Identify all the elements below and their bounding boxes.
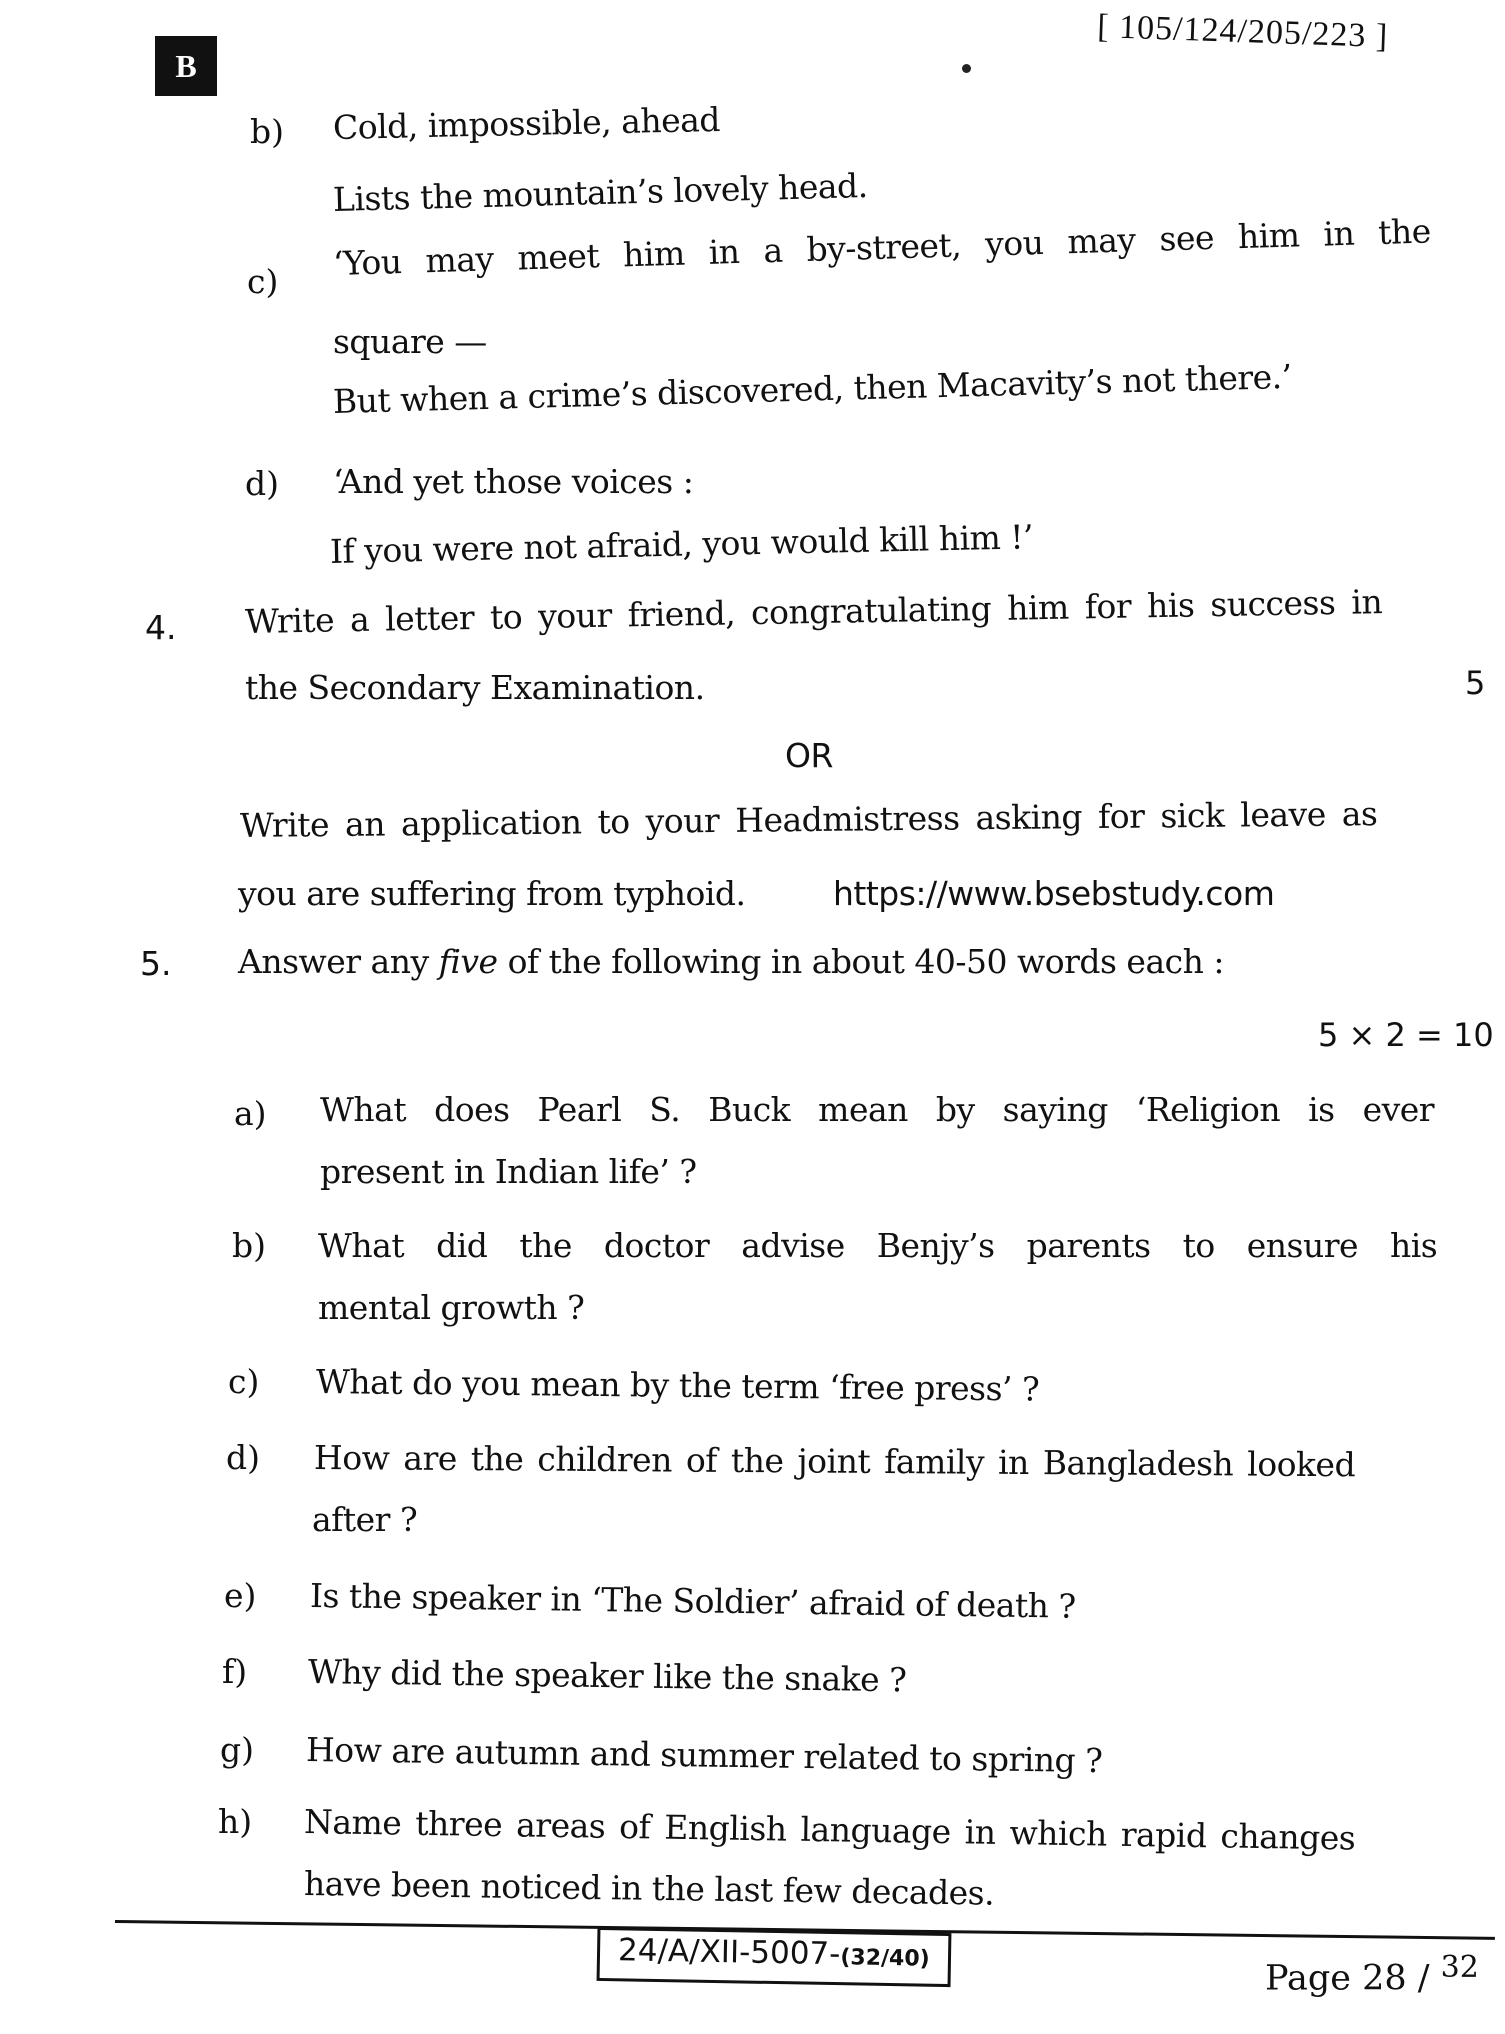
footer-code-main: 24/A/XII-5007- <box>617 1932 841 1973</box>
footer-code-small: (32/40) <box>840 1945 930 1972</box>
q4-number: 4. <box>145 608 177 647</box>
q3-item-d-line1: ‘And yet those voices : <box>333 462 694 501</box>
q5-instruction-pre: Answer any <box>238 942 439 981</box>
page-number <box>1265 1950 1479 1999</box>
q5-item-a-label: a) <box>234 1094 267 1133</box>
q5-item-b-line1: What did the doctor advise Benjy’s parents to ensure his <box>318 1226 1438 1265</box>
page-number-total: 32 <box>1440 1950 1479 1985</box>
q5-item-c-line1: What do you mean by the term ‘free press’ ? <box>315 1362 1040 1409</box>
q4-or-label: OR <box>785 736 833 775</box>
q5-item-g-label: g) <box>220 1730 254 1769</box>
watermark-url-link[interactable]: https://www.bsebstudy.com <box>833 874 1275 913</box>
q5-item-a-line2: present in Indian life’ ? <box>320 1152 697 1191</box>
q5-instruction-emphasis: five <box>438 942 498 981</box>
q5-item-f-label: f) <box>222 1652 248 1691</box>
q5-item-h-line1: Name three areas of English language in which rapid changes <box>303 1802 1356 1858</box>
q5-number: 5. <box>140 944 172 983</box>
q3-item-b-label: b) <box>250 112 284 151</box>
q3-item-c-line2: square — <box>333 322 487 361</box>
q5-item-c-label: c) <box>228 1362 260 1401</box>
q5-marks: 5 × 2 = 10 <box>1318 1016 1494 1054</box>
q3-item-c-label: c) <box>247 262 279 301</box>
q5-item-f-line1: Why did the speaker like the snake ? <box>307 1652 907 1700</box>
q5-instruction <box>238 942 1224 982</box>
q5-item-h-label: h) <box>218 1802 253 1841</box>
q5-item-a-line1: What does Pearl S. Buck mean by saying ‘Religion is ever <box>320 1090 1435 1129</box>
q3-item-b-line1: Cold, impossible, ahead <box>332 99 721 147</box>
page-number-label: Page 28 / <box>1265 1958 1441 1999</box>
q3-item-b-line2: Lists the mountain’s lovely head. <box>332 166 869 219</box>
footer-paper-code <box>597 1927 952 1987</box>
q5-item-e-label: e) <box>224 1576 257 1615</box>
q4-alt-line2: you are suffering from typhoid. <box>238 874 746 913</box>
set-badge: B <box>155 36 217 96</box>
stray-dot <box>962 64 971 73</box>
q5-item-e-line1: Is the speaker in ‘The Soldier’ afraid of death ? <box>309 1576 1076 1626</box>
q5-instruction-post: of the following in about 40-50 words each : <box>497 942 1224 981</box>
q5-item-g-line1: How are autumn and summer related to spring ? <box>305 1730 1103 1781</box>
q4-line1: Write a letter to your friend, congratulating him for his success in <box>244 582 1383 641</box>
q5-item-d-line1: How are the children of the joint family in Bangladesh looked <box>313 1438 1356 1485</box>
q5-item-d-line2: after ? <box>312 1500 418 1539</box>
q4-line2: the Secondary Examination. <box>245 668 705 707</box>
q3-item-d-line2: If you were not afraid, you would kill him !’ <box>329 517 1034 571</box>
q5-item-b-label: b) <box>232 1226 266 1265</box>
q5-item-h-line2: have been noticed in the last few decades. <box>303 1864 995 1913</box>
q4-alt-line1: Write an application to your Headmistress asking for sick leave as <box>239 794 1378 845</box>
q5-item-b-line2: mental growth ? <box>318 1288 585 1327</box>
q3-item-c-line1: ‘You may meet him in a by-street, you may see him in the <box>332 211 1432 283</box>
paper-code: [ 105/124/205/223 ] <box>1096 8 1389 56</box>
q3-item-c-line3: But when a crime’s discovered, then Macavity’s not there.’ <box>332 356 1293 421</box>
q5-item-d-label: d) <box>226 1438 260 1477</box>
q3-item-d-label: d) <box>245 464 279 503</box>
q4-marks: 5 <box>1465 664 1486 702</box>
